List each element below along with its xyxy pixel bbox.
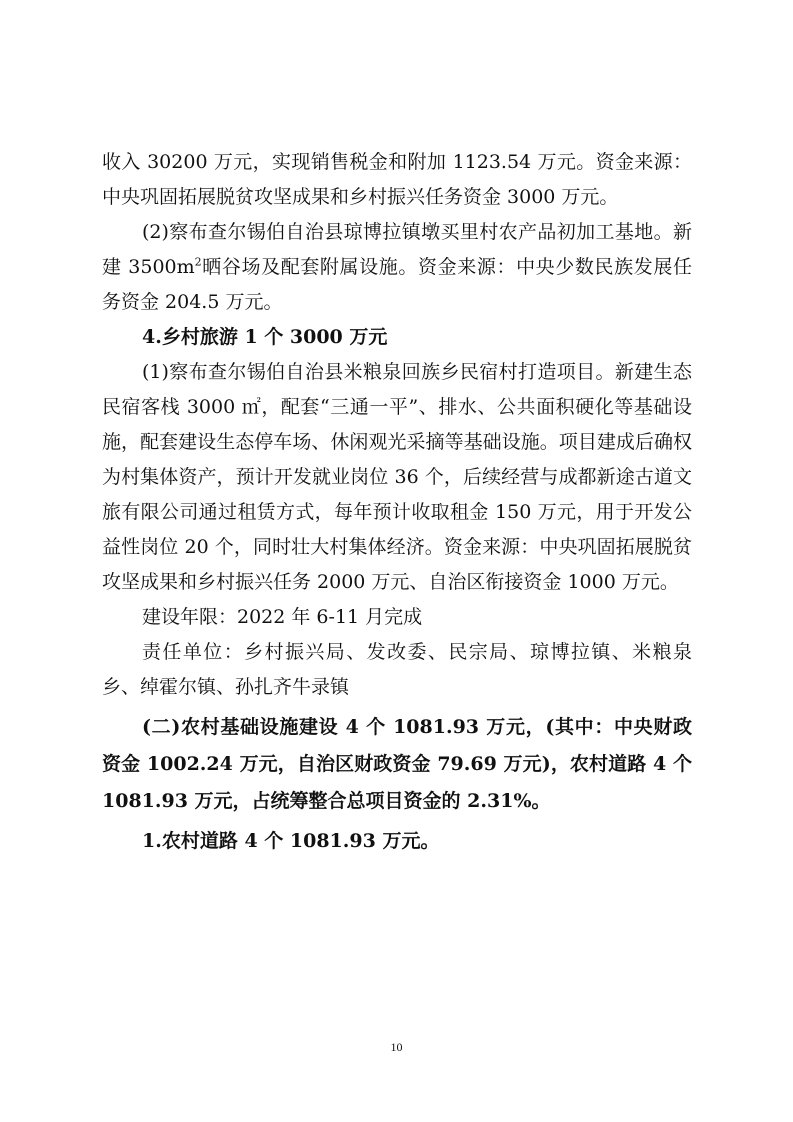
paragraph-drying-ground-text-before: (2)察布查尔锡伯自治县琼博拉镇墩买里村农产品初加工基地。新建 3500m (102, 221, 692, 278)
paragraph-responsible-units: 责任单位：乡村振兴局、发改委、民宗局、琼博拉镇、米粮泉乡、绰霍尔镇、孙扎齐牛录镇 (102, 641, 692, 698)
paragraph-homestay-project: (1)察布查尔锡伯自治县米粮泉回族乡民宿村打造项目。新建生态民宿客栈 3000 ㎡，配套“三通一平”、排水、公共面积硬化等基础设施，配套建设生态停车场、休闲观光采摘等基础设施。项目建成后确权为村集体资产，预计开发就业岗位 36 个，后续经营与成都新途古道文旅有限公司通过租赁方式，每年预计收取租金 150 万元，用于开发公益性岗位 20 个，同时壮大村集体经济。资金来源：中央巩固拓展脱贫攻坚成果和乡村振兴任务 2000 万元、自治区衔接资金 1000 万元。 (102, 361, 692, 593)
superscript-squared: 2 (194, 255, 202, 269)
heading-rural-infrastructure: (二)农村基础设施建设 4 个 1081.93 万元，(其中：中央财政资金 1002.24 万元，自治区财政资金 79.69 万元)，农村道路 4 个 1081.93 万元，占统筹整合总项目资金的 2.31%。 (102, 716, 692, 812)
paragraph-drying-ground (102, 215, 692, 320)
page-number: 10 (390, 1040, 403, 1054)
paragraph-construction-period: 建设年限：2022 年 6-11 月完成 (142, 606, 423, 628)
document-body (102, 145, 692, 859)
paragraph-drying-ground-text-after: 晒谷场及配套附属设施。资金来源：中央少数民族发展任务资金 204.5 万元。 (102, 256, 692, 313)
paragraph-income: 收入 30200 万元，实现销售税金和附加 1123.54 万元。资金来源：中央巩固拓展脱贫攻坚成果和乡村振兴任务资金 3000 万元。 (102, 151, 692, 208)
heading-rural-tourism: 4.乡村旅游 1 个 3000 万元 (142, 326, 388, 348)
heading-rural-roads: 1.农村道路 4 个 1081.93 万元。 (142, 830, 440, 852)
